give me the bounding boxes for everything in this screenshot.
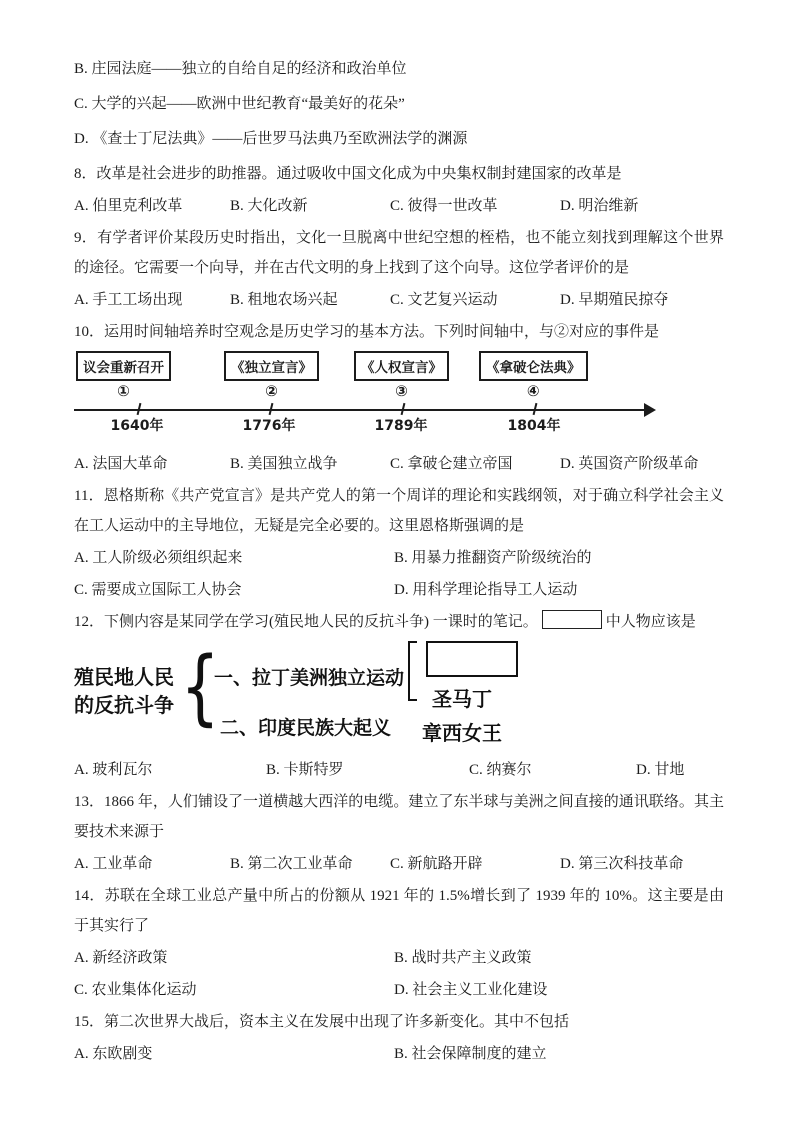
question-13-stem: 13．1866 年，人们铺设了一道横越大西洋的电缆。建立了东半球与美洲之间直接的通讯联络。其主要技术来源于 — [74, 794, 724, 840]
question-11-options-row-1 — [74, 543, 724, 573]
note-subject-line-1: 殖民地人民 — [74, 665, 174, 689]
timeline-circled-number: ① — [117, 382, 130, 400]
timeline-event-4 — [479, 351, 588, 400]
timeline-event-box: 议会重新召开 — [76, 351, 171, 381]
timeline-event-box: 《人权宣言》 — [354, 351, 449, 381]
option-a: A. 工人阶级必须组织起来 — [74, 550, 243, 566]
option-c: C. 文艺复兴运动 — [390, 292, 498, 308]
timeline-year: 1776年 — [242, 418, 296, 434]
timeline-event-box: 《独立宣言》 — [224, 351, 319, 381]
option-b: B. 美国独立战争 — [230, 456, 338, 472]
note-item-1: 一、拉丁美洲独立运动 — [214, 667, 405, 689]
question-14-options-row-1 — [74, 943, 724, 973]
note-brace: { — [180, 640, 220, 735]
option-d: D. 社会主义工业化建设 — [394, 982, 548, 998]
option-a: A. 手工工场出现 — [74, 292, 183, 308]
question-14-options-row-2 — [74, 975, 724, 1005]
option-d: D. 甘地 — [636, 762, 685, 778]
timeline-circled-number: ② — [265, 382, 278, 400]
option-d: D. 第三次科技革命 — [560, 856, 684, 872]
question-14-stem: 14．苏联在全球工业总产量中所占的份额从 1921 年的 1.5%增长到了 1939 年的 10%。这主要是由于其实行了 — [74, 888, 724, 934]
question-10-timeline — [74, 351, 724, 443]
option-b: B. 用暴力推翻资产阶级统治的 — [394, 550, 592, 566]
timeline-axis — [74, 409, 646, 411]
question-10-stem: 10．运用时间轴培养时空观念是历史学习的基本方法。下列时间轴中，与②对应的事件是 — [74, 324, 660, 340]
question-12-options — [74, 755, 724, 785]
option-a: A. 东欧剧变 — [74, 1046, 153, 1062]
timeline-arrow-icon — [644, 403, 656, 417]
option-b: B. 大化改新 — [230, 198, 308, 214]
question-15-stem: 15．第二次世界大战后，资本主义在发展中出现了许多新变化。其中不包括 — [74, 1014, 570, 1030]
note-answer-1: 圣马丁 — [432, 687, 492, 711]
note-item-2: 二、印度民族大起义 — [220, 717, 392, 739]
question-12-stem-before: 12．下侧内容是某同学在学习(殖民地人民的反抗斗争) 一课时的笔记。 — [74, 614, 538, 630]
note-answer-2: 章西女王 — [422, 721, 502, 745]
timeline-event-3 — [354, 351, 449, 400]
question-12-note-diagram — [74, 641, 724, 749]
note-answer-blank-box — [426, 641, 518, 677]
timeline-event-1 — [76, 351, 171, 400]
question-12-stem-after: 中人物应该是 — [605, 614, 696, 630]
option-a: A. 伯里克利改革 — [74, 198, 183, 214]
option-b: B. 战时共产主义政策 — [394, 950, 532, 966]
timeline-circled-number: ④ — [526, 382, 540, 400]
note-subject — [74, 663, 174, 719]
question-13-options — [74, 849, 724, 879]
option-d: D. 早期殖民掠夺 — [560, 292, 669, 308]
question-12-stem — [74, 607, 724, 637]
note-bracket — [408, 641, 417, 701]
option-c: C. 彼得一世改革 — [390, 198, 498, 214]
answer-blank-box — [542, 610, 602, 629]
option-d: D. 英国资产阶级革命 — [560, 456, 699, 472]
option-c: C. 拿破仑建立帝国 — [390, 456, 513, 472]
option-b: B. 卡斯特罗 — [266, 762, 344, 778]
timeline-event-2 — [224, 351, 319, 400]
lead-option-b: B. 庄园法庭——独立的自给自足的经济和政治单位 — [74, 61, 407, 77]
question-15-options-row-1 — [74, 1039, 724, 1069]
timeline-year: 1789年 — [374, 418, 428, 434]
option-a: A. 新经济政策 — [74, 950, 168, 966]
timeline-circled-number: ③ — [395, 382, 408, 400]
option-c: C. 纳赛尔 — [469, 762, 532, 778]
option-a: A. 法国大革命 — [74, 456, 168, 472]
option-b: B. 租地农场兴起 — [230, 292, 338, 308]
timeline-event-box: 《拿破仑法典》 — [479, 351, 588, 381]
lead-option-d: D. 《查士丁尼法典》——后世罗马法典乃至欧洲法学的渊源 — [74, 131, 468, 147]
option-a: A. 工业革命 — [74, 856, 153, 872]
option-b: B. 第二次工业革命 — [230, 856, 353, 872]
lead-option-c: C. 大学的兴起——欧洲中世纪教育“最美好的花朵” — [74, 96, 405, 112]
option-a: A. 玻利瓦尔 — [74, 762, 153, 778]
option-d: D. 用科学理论指导工人运动 — [394, 582, 578, 598]
option-b: B. 社会保障制度的建立 — [394, 1046, 547, 1062]
question-9-stem: 9．有学者评价某段历史时指出，文化一旦脱离中世纪空想的桎梏，也不能立刻找到理解这个世界的途径。它需要一个向导，并在古代文明的身上找到了这个向导。这位学者评价的是 — [74, 230, 724, 276]
question-8-options — [74, 191, 724, 221]
question-8-stem: 8．改革是社会进步的助推器。通过吸收中国文化成为中央集权制封建国家的改革是 — [74, 166, 622, 182]
option-c: C. 农业集体化运动 — [74, 982, 197, 998]
timeline-year: 1640年 — [110, 418, 164, 434]
question-11-options-row-2 — [74, 575, 724, 605]
note-subject-line-2: 的反抗斗争 — [74, 693, 174, 717]
option-d: D. 明治维新 — [560, 198, 639, 214]
question-10-options — [74, 449, 724, 479]
exam-content — [74, 54, 724, 1071]
question-11-stem: 11．恩格斯称《共产党宣言》是共产党人的第一个周详的理论和实践纲领，对于确立科学社会主义在工人运动中的主导地位，无疑是完全必要的。这里恩格斯强调的是 — [74, 488, 724, 534]
timeline-year: 1804年 — [507, 418, 561, 434]
question-9-options — [74, 285, 724, 315]
option-c: C. 需要成立国际工人协会 — [74, 582, 242, 598]
option-c: C. 新航路开辟 — [390, 856, 483, 872]
